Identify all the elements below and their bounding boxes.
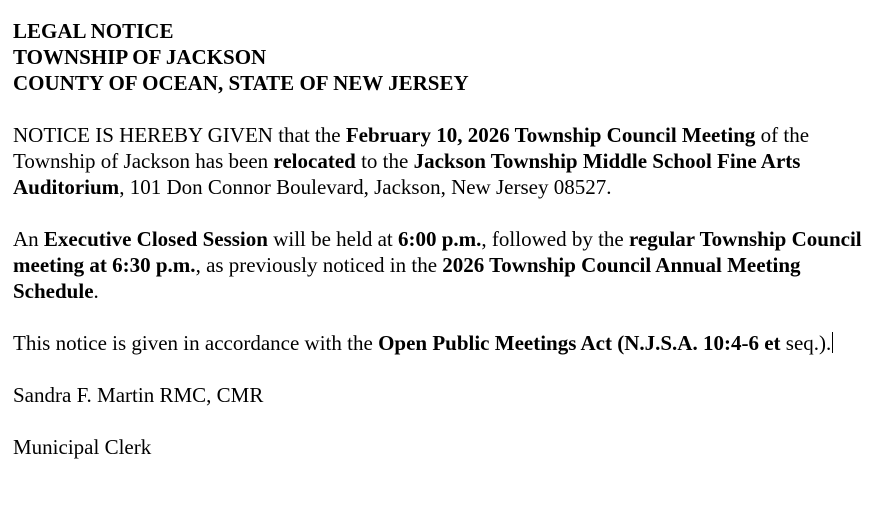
text-run: , followed by the xyxy=(481,227,629,251)
heading-legal-notice: LEGAL NOTICE xyxy=(13,19,174,43)
text-run: NOTICE IS HEREBY GIVEN that the xyxy=(13,123,346,147)
heading-township: TOWNSHIP OF JACKSON xyxy=(13,45,267,69)
text-run: will be held at xyxy=(267,227,398,251)
document-page xyxy=(13,18,871,460)
blank-line xyxy=(13,200,871,226)
text-run: , as previously noticed in the xyxy=(195,253,443,277)
text-run: . xyxy=(93,279,99,303)
paragraph-schedule[interactable] xyxy=(13,226,871,304)
blank-line xyxy=(13,408,871,434)
paragraph-opma[interactable] xyxy=(13,330,871,356)
bold-relocated: relocated xyxy=(273,149,356,173)
bold-opma-citation: Open Public Meetings Act (N.J.S.A. 10:4-6 et xyxy=(378,331,781,355)
text-run: seq.). xyxy=(780,331,832,355)
text-cursor xyxy=(832,332,833,353)
blank-line xyxy=(13,304,871,330)
bold-regular-meeting: regular Township Council meeting at 6:30 p.m. xyxy=(13,227,862,277)
bold-executive-session: Executive Closed Session xyxy=(43,227,268,251)
text-run: of the Township of Jackson has been xyxy=(13,123,810,173)
signature-name[interactable]: Sandra F. Martin RMC, CMR xyxy=(13,383,264,407)
signature-title[interactable]: Municipal Clerk xyxy=(13,435,152,459)
bold-meeting-date: February 10, 2026 Township Council Meeting xyxy=(345,123,756,147)
text-run: This notice is given in accordance with the xyxy=(13,331,379,355)
text-run: , 101 Don Connor Boulevard, Jackson, New Jersey 08527. xyxy=(119,175,612,199)
bold-venue: Jackson Township Middle School Fine Arts Auditorium xyxy=(13,149,801,199)
bold-annual-schedule: 2026 Township Council Annual Meeting Schedule xyxy=(13,253,801,303)
paragraph-relocation[interactable] xyxy=(13,122,871,200)
text-run: An xyxy=(13,227,44,251)
text-run: to the xyxy=(355,149,414,173)
blank-line xyxy=(13,96,871,122)
bold-session-time: 6:00 p.m. xyxy=(398,227,482,251)
heading-county-state: COUNTY OF OCEAN, STATE OF NEW JERSEY xyxy=(13,71,469,95)
notice-header xyxy=(13,18,871,96)
blank-line xyxy=(13,356,871,382)
